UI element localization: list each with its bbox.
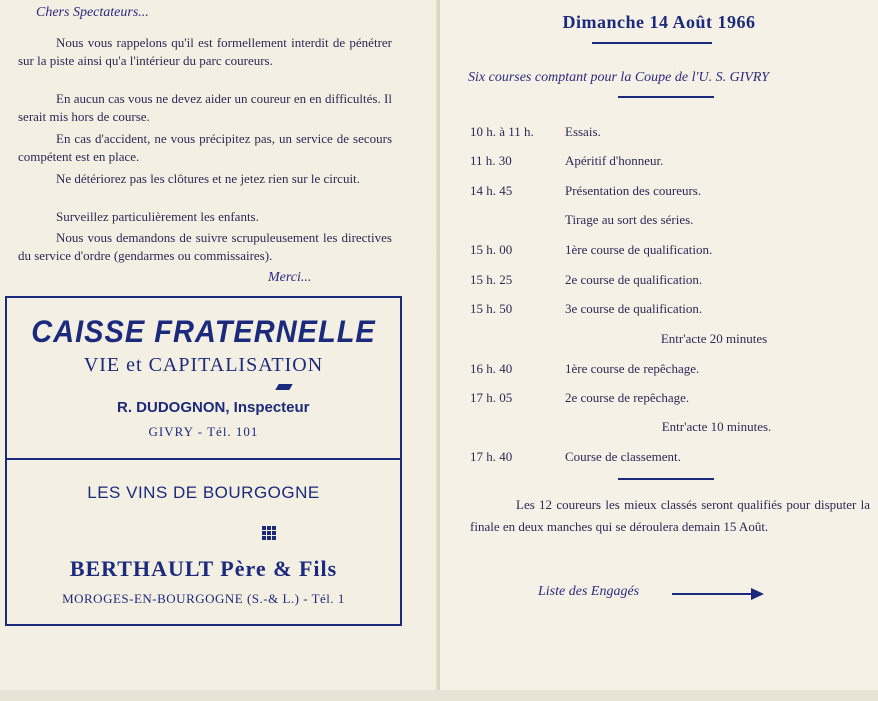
library-stamp-icon: [399, 294, 431, 334]
intermission-2: Entr'acte 10 minutes.: [661, 419, 772, 434]
schedule-time: 17 h. 40: [470, 449, 513, 464]
ad-divider: [7, 458, 400, 460]
left-page: [0, 0, 438, 701]
grape-emblem-icon: [262, 526, 276, 540]
schedule-event: 1ère course de repêchage.: [565, 361, 700, 376]
subtitle-rule: [618, 96, 714, 98]
schedule-time: 11 h. 30: [470, 153, 512, 168]
rule-paragraph-4: Ne détériorez pas les clôtures et ne jetez rien sur le circuit.: [56, 171, 360, 186]
merci: Merci...: [268, 270, 312, 285]
schedule-time: 15 h. 00: [470, 242, 513, 257]
right-arrow-icon: [751, 588, 764, 600]
intermission-1: Entr'acte 20 minutes: [660, 331, 768, 346]
schedule-time: 15 h. 50: [470, 301, 513, 316]
rule-paragraph-3: En cas d'accident, ne vous précipitez pas, un service de secours compétent est en place.: [18, 131, 392, 164]
schedule-time: 16 h. 40: [470, 361, 513, 376]
schedule-event: Course de classement.: [565, 449, 681, 464]
rule-paragraph-5: Surveillez particulièrement les enfants.: [56, 209, 259, 224]
ad-location: GIVRY - Tél. 101: [148, 424, 259, 439]
rule-paragraph-2: En aucun cas vous ne devez aider un coureur en en difficultés. Il serait mis hors de course.: [18, 91, 392, 124]
schedule-time: 10 h. à 11 h.: [470, 124, 534, 139]
title-rule: [592, 42, 712, 44]
schedule-event: Présentation des coureurs.: [565, 183, 702, 198]
entrants-list-label: Liste des Engagés: [538, 584, 640, 599]
greeting: Chers Spectateurs...: [36, 5, 149, 20]
qualifiers-note: Les 12 coureurs les mieux classés seront qualifiés pour disputer la finale en deux manches qui se déroulera demain 15 Août.: [470, 497, 870, 534]
schedule-event: 3e course de qualification.: [565, 301, 703, 316]
schedule-event: Apéritif d'honneur.: [565, 153, 664, 168]
schedule-event: Tirage au sort des séries.: [565, 212, 694, 227]
berthault-name: BERTHAULT Père & Fils: [69, 556, 338, 581]
rule-paragraph-6: Nous vous demandons de suivre scrupuleusement les directives du service d'ordre (gendarmes ou commissaires).: [18, 230, 392, 263]
schedule-time: 15 h. 25: [470, 272, 513, 287]
schedule-event: Essais.: [565, 124, 601, 139]
advertisement-box: [5, 296, 402, 626]
arrow-line: [672, 593, 752, 595]
rule-paragraph-1: Nous vous rappelons qu'il est formellement interdit de pénétrer sur la piste ainsi qu'a l'intérieur du parc coureurs.: [18, 35, 392, 68]
event-subtitle: Six courses comptant pour la Coupe de l'U. S. GIVRY: [468, 70, 769, 85]
bottom-edge: [0, 690, 878, 701]
arrow-mark-icon: [275, 384, 292, 390]
right-page: [440, 0, 878, 701]
caisse-fraternelle-logo: CAISSE FRATERNELLE: [31, 314, 376, 350]
ad-subtitle: VIE et CAPITALISATION: [83, 354, 324, 376]
schedule-event: 1ère course de qualification.: [565, 242, 713, 257]
berthault-address: MOROGES-EN-BOURGOGNE (S.-& L.) - Tél. 1: [62, 591, 345, 606]
wine-heading: LES VINS DE BOURGOGNE: [87, 483, 320, 502]
event-date-title: Dimanche 14 Août 1966: [562, 12, 756, 32]
schedule-time: 17 h. 05: [470, 390, 513, 405]
inspector-name: R. DUDOGNON, Inspecteur: [117, 399, 310, 416]
schedule-event: 2e course de repêchage.: [565, 390, 690, 405]
schedule-rule: [618, 478, 714, 480]
schedule-event: 2e course de qualification.: [565, 272, 703, 287]
schedule-time: 14 h. 45: [470, 183, 513, 198]
